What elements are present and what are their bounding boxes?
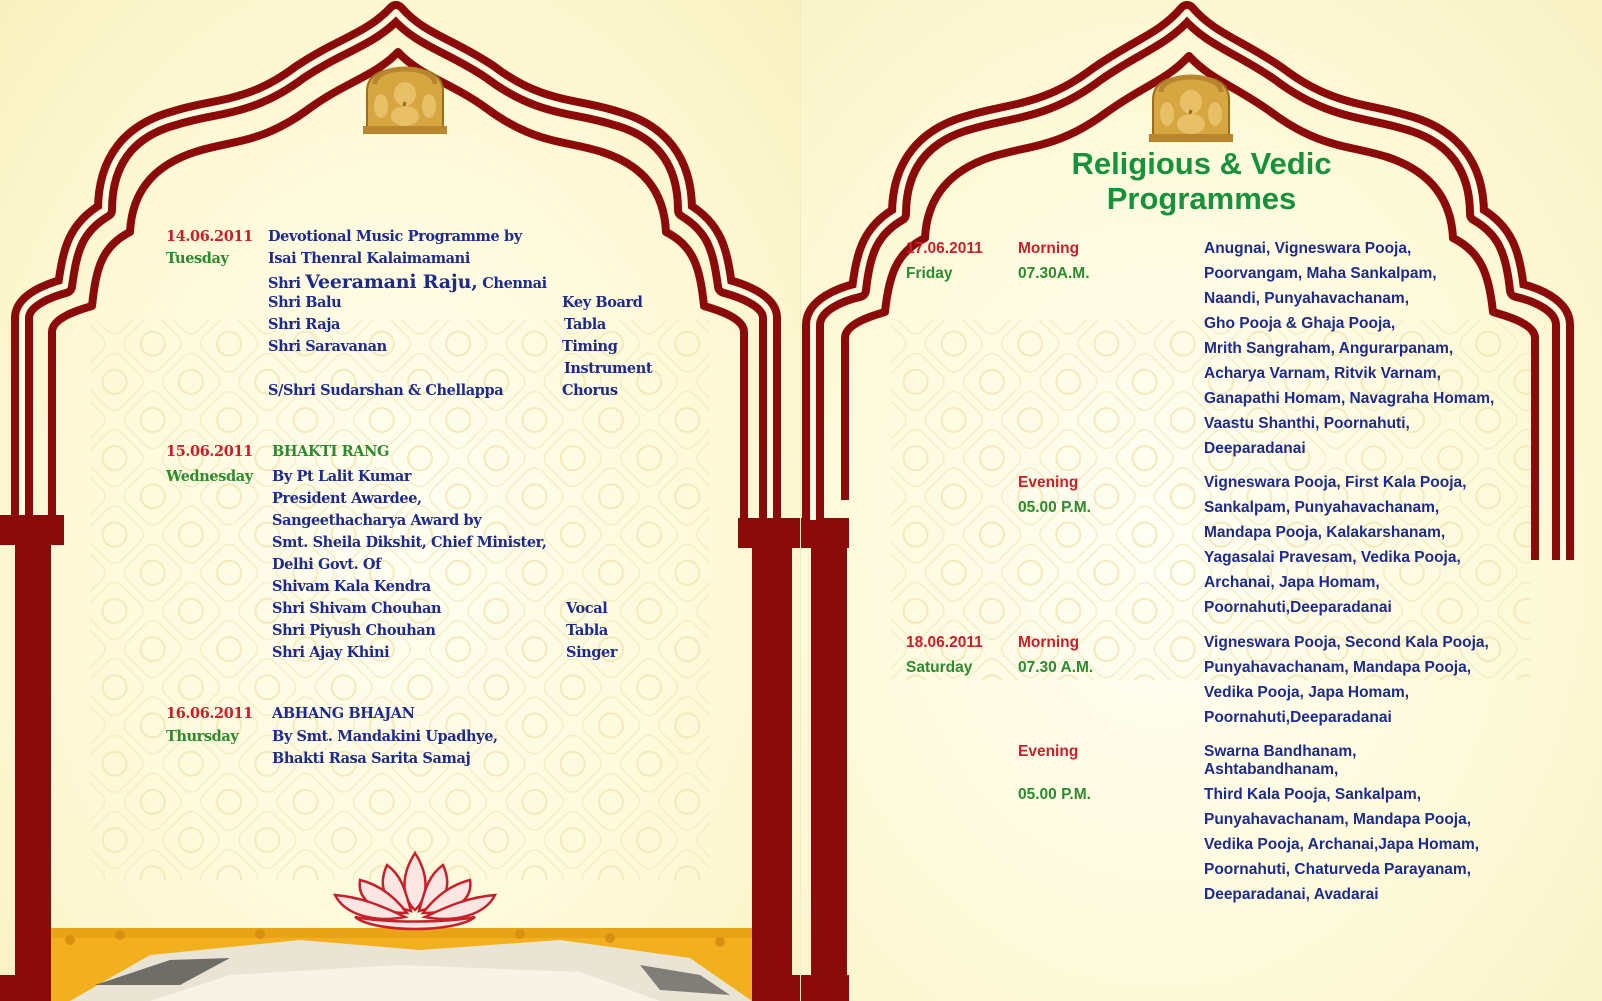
schedule-date: 17.06.2011 <box>906 240 983 257</box>
schedule-day: Friday <box>906 265 953 282</box>
ritual-item: Vigneswara Pooja, Second Kala Pooja, <box>1204 634 1489 651</box>
ritual-item: Poornahuti,Deeparadanai <box>1204 599 1392 616</box>
schedule-session: Evening <box>1018 743 1079 760</box>
right-panel <box>801 0 1602 1001</box>
ritual-item: Sankalpam, Punyahavachanam, <box>1204 499 1440 516</box>
flower-garland <box>51 928 752 1001</box>
event-heading: BHAKTI RANG <box>272 443 389 460</box>
event-text: By Pt Lalit Kumar <box>272 468 412 485</box>
event-date: 14.06.2011 <box>166 228 253 245</box>
event-text: Delhi Govt. Of <box>272 556 381 573</box>
ritual-item: Poornahuti,Deeparadanai <box>1204 709 1392 726</box>
performer-role: Vocal <box>566 600 608 617</box>
ritual-item: Naandi, Punyahavachanam, <box>1204 290 1410 307</box>
performer-name: Shri Balu <box>268 294 342 311</box>
performer-role: Timing <box>562 338 618 355</box>
artist-prefix: Shri <box>268 275 301 292</box>
event-text: Smt. Sheila Dikshit, Chief Minister, <box>272 534 547 551</box>
ritual-item: Vedika Pooja, Japa Homam, <box>1204 684 1410 701</box>
performer-role: Tabla <box>566 622 608 639</box>
artist-line <box>268 271 547 293</box>
schedule-time: 05.00 P.M. <box>1018 786 1091 803</box>
ritual-item: Yagasalai Pravesam, Vedika Pooja, <box>1204 549 1461 566</box>
schedule-time: 07.30A.M. <box>1018 265 1090 282</box>
schedule-session: Morning <box>1018 634 1080 651</box>
ritual-item: Vigneswara Pooja, First Kala Pooja, <box>1204 474 1467 491</box>
performer-name: Shri Ajay Khini <box>272 644 390 661</box>
ritual-item: Deeparadanai <box>1204 440 1306 457</box>
event-text: By Smt. Mandakini Upadhye, <box>272 728 498 745</box>
performer-role: Chorus <box>562 382 618 399</box>
artist-suffix: Chennai <box>482 275 547 292</box>
ritual-item: Vaastu Shanthi, Poornahuti, <box>1204 415 1410 432</box>
performer-role: Singer <box>566 644 618 661</box>
ganesha-idol-icon <box>363 69 447 134</box>
page-title: Programmes <box>1106 181 1297 216</box>
event-day: Thursday <box>166 728 239 745</box>
event-day: Wednesday <box>166 468 253 485</box>
schedule-date: 18.06.2011 <box>906 634 983 651</box>
schedule-session: Morning <box>1018 240 1080 257</box>
event-heading: ABHANG BHAJAN <box>272 705 415 722</box>
ritual-item: Punyahavachanam, Mandapa Pooja, <box>1204 811 1472 828</box>
schedule-day: Saturday <box>906 659 973 676</box>
ritual-item: Deeparadanai, Avadarai <box>1204 886 1379 903</box>
ritual-item: Vedika Pooja, Archanai,Japa Homam, <box>1204 836 1480 853</box>
ritual-item: Ganapathi Homam, Navagraha Homam, <box>1204 390 1495 407</box>
ritual-item: Anugnai, Vigneswara Pooja, <box>1204 240 1412 257</box>
page-title: Religious & Vedic <box>1071 146 1332 181</box>
performer-name: S/Shri Sudarshan & Chellappa <box>268 382 504 399</box>
ritual-item: Third Kala Pooja, Sankalpam, <box>1204 786 1422 803</box>
ritual-item: Mandapa Pooja, Kalakarshanam, <box>1204 524 1446 541</box>
ritual-item: Ashtabandhanam, <box>1204 761 1339 778</box>
schedule-session: Evening <box>1018 474 1079 491</box>
performer-role: Tabla <box>564 316 606 333</box>
performer-name: Shri Raja <box>268 316 341 333</box>
ritual-item: Gho Pooja & Ghaja Pooja, <box>1204 315 1396 332</box>
event-text: Bhakti Rasa Sarita Samaj <box>272 750 471 767</box>
event-date: 16.06.2011 <box>166 705 253 722</box>
ritual-item: Acharya Varnam, Ritvik Varnam, <box>1204 365 1441 382</box>
ritual-item: Poornahuti, Chaturveda Parayanam, <box>1204 861 1472 878</box>
event-text: Sangeethacharya Award by <box>272 512 482 529</box>
schedule-time: 07.30 A.M. <box>1018 659 1094 676</box>
ganesha-idol-icon <box>1149 77 1233 142</box>
performer-name: Shri Piyush Chouhan <box>272 622 436 639</box>
event-text: Shivam Kala Kendra <box>272 578 431 595</box>
ritual-item: Poorvangam, Maha Sankalpam, <box>1204 265 1437 282</box>
event-text: Isai Thenral Kalaimamani <box>268 250 470 267</box>
ritual-item: Archanai, Japa Homam, <box>1204 574 1380 591</box>
event-day: Tuesday <box>166 250 229 267</box>
performer-name: Shri Shivam Chouhan <box>272 600 442 617</box>
event-text: President Awardee, <box>272 490 422 507</box>
artist-name: Veeramani Raju, <box>305 271 478 293</box>
event-text: Devotional Music Programme by <box>268 228 522 245</box>
performer-role: Instrument <box>564 360 653 377</box>
ritual-item: Mrith Sangraham, Angurarpanam, <box>1204 340 1454 357</box>
event-date: 15.06.2011 <box>166 443 253 460</box>
performer-role: Key Board <box>562 294 643 311</box>
schedule-time: 05.00 P.M. <box>1018 499 1091 516</box>
ritual-item: Punyahavachanam, Mandapa Pooja, <box>1204 659 1472 676</box>
performer-name: Shri Saravanan <box>268 338 387 355</box>
ritual-item: Swarna Bandhanam, <box>1204 743 1357 760</box>
